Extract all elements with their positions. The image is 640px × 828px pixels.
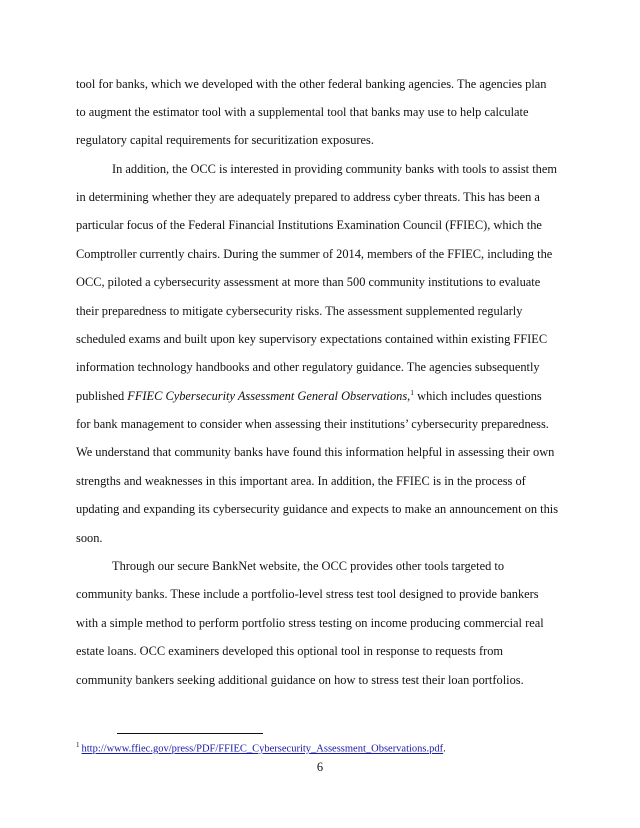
body-text-line: scheduled exams and built upon key supervisory expectations contained within existing FFIEC (76, 332, 548, 346)
body-text-line: tool for banks, which we developed with the other federal banking agencies. The agencies plan (76, 77, 547, 91)
body-text-line: their preparedness to mitigate cybersecurity risks. The assessment supplemented regularly (76, 304, 523, 318)
footnote-period: . (443, 743, 446, 755)
body-text-line: soon. (76, 531, 103, 545)
body-text-line: OCC, piloted a cybersecurity assessment at more than 500 community institutions to evaluate (76, 275, 541, 289)
body-text-line: with a simple method to perform portfolio stress testing on income producing commercial real (76, 616, 544, 630)
body-text-line: community banks. These include a portfolio-level stress test tool designed to provide bankers (76, 587, 539, 601)
body-text-line: strengths and weaknesses in this important area. In addition, the FFIEC is in the process of (76, 474, 526, 488)
published-line (76, 388, 542, 404)
footnote (76, 738, 446, 757)
body-text-line: in determining whether they are adequately prepared to address cyber threats. This has been a (76, 190, 540, 204)
page-number: 6 (316, 760, 324, 774)
paragraph-first-line: Through our secure BankNet website, the OCC provides other tools targeted to (112, 559, 505, 573)
paragraph-first-line: In addition, the OCC is interested in providing community banks with tools to assist them (112, 162, 557, 176)
publication-title: FFIEC Cybersecurity Assessment General Observations (127, 389, 408, 403)
body-text-line: information technology handbooks and other regulatory guidance. The agencies subsequently (76, 360, 540, 374)
footnote-link[interactable]: http://www.ffiec.gov/press/PDF/FFIEC_Cybersecurity_Assessment_Observations.pdf (81, 743, 444, 755)
body-text-line: regulatory capital requirements for securitization exposures. (76, 133, 374, 147)
footnote-marker: 1 (76, 741, 80, 749)
body-text-line: for bank management to consider when assessing their institutions’ cybersecurity preparedness. (76, 417, 549, 431)
body-text-line: community bankers seeking additional guidance on how to stress test their loan portfolios. (76, 673, 524, 687)
body-text-line: updating and expanding its cybersecurity guidance and expects to make an announcement on this (76, 502, 559, 516)
published-comma: , (407, 389, 411, 403)
body-text-line: Comptroller currently chairs. During the summer of 2014, members of the FFIEC, including the (76, 247, 553, 261)
body-text-line: estate loans. OCC examiners developed this optional tool in response to requests from (76, 644, 504, 658)
body-text-line: We understand that community banks have found this information helpful in assessing their own (76, 445, 555, 459)
body-text-line: to augment the estimator tool with a supplemental tool that banks may use to help calculate (76, 105, 529, 119)
footnote-reference[interactable]: 1 (410, 387, 415, 397)
body-text-line: particular focus of the Federal Financial Institutions Examination Council (FFIEC), which the (76, 218, 542, 232)
published-suffix: which includes questions (414, 389, 542, 403)
published-prefix: published (76, 389, 128, 403)
footnote-divider (117, 733, 263, 734)
